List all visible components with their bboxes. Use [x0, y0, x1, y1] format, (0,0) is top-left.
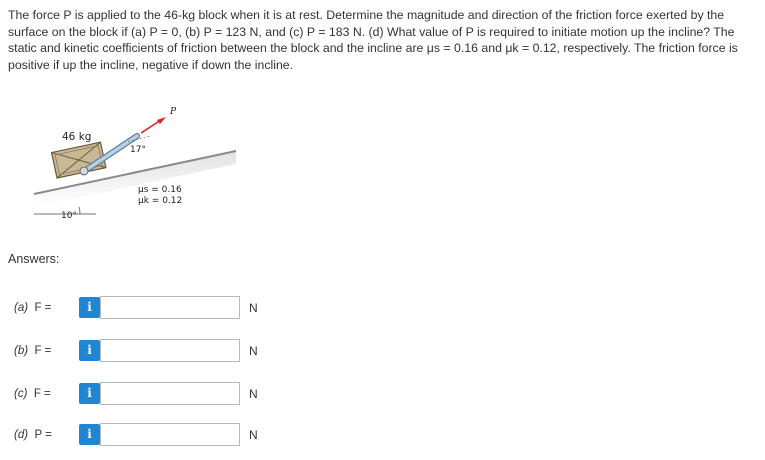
answer-label — [14, 302, 51, 314]
info-button[interactable]: i — [79, 297, 100, 318]
unit-label: N — [249, 301, 258, 315]
incline-angle-label: 10° — [61, 211, 77, 221]
answer-label — [14, 388, 51, 400]
incline-angle-arc — [79, 207, 80, 214]
rod-pin — [80, 167, 88, 175]
mu-k-label: μk = 0.12 — [138, 196, 183, 206]
answer-label — [14, 429, 52, 441]
answer-row-c — [0, 381, 765, 409]
answer-input-d[interactable] — [100, 423, 240, 446]
variable-label: F = — [33, 388, 51, 400]
answer-row-d — [0, 422, 765, 450]
force-arrow — [141, 120, 161, 133]
variable-label: P = — [34, 429, 52, 441]
answer-input-b[interactable] — [100, 339, 240, 362]
unit-label: N — [249, 428, 258, 442]
force-arrowhead — [157, 117, 166, 124]
part-label: (c) — [14, 388, 28, 400]
problem-statement: The force P is applied to the 46-kg block when it is at rest. Determine the magnitude and direction of the friction force exerted by the surface on the block if (a) P = 0, (b) P = 123 N, and (c) P = 183 N. (d) What value of P is required to initiate motion up the incline? The static and kinetic coefficients of friction between the block and the incline are μs = 0.16 and μk = 0.12, respectively. The friction force is positive if up the incline, negative if down the incline. — [8, 8, 738, 72]
answer-row-b — [0, 338, 765, 366]
force-label: P — [170, 107, 177, 117]
answer-input-a[interactable] — [100, 296, 240, 319]
info-button[interactable]: i — [79, 340, 100, 361]
part-label: (d) — [14, 429, 29, 441]
mu-s-label: μs = 0.16 — [138, 185, 182, 195]
info-button[interactable]: i — [79, 383, 100, 404]
force-angle-label: 17° — [130, 145, 146, 155]
answer-input-c[interactable] — [100, 382, 240, 405]
variable-label: F = — [34, 345, 52, 357]
mass-label: 46 kg — [62, 131, 92, 143]
variable-label: F = — [34, 302, 52, 314]
answers-label: Answers: — [8, 252, 60, 266]
info-button[interactable]: i — [79, 424, 100, 445]
part-label: (a) — [14, 302, 29, 314]
answer-label — [14, 345, 51, 357]
incline-figure — [0, 98, 765, 233]
unit-label: N — [249, 344, 258, 358]
answer-row-a — [0, 295, 765, 323]
part-label: (b) — [14, 345, 29, 357]
unit-label: N — [249, 387, 258, 401]
